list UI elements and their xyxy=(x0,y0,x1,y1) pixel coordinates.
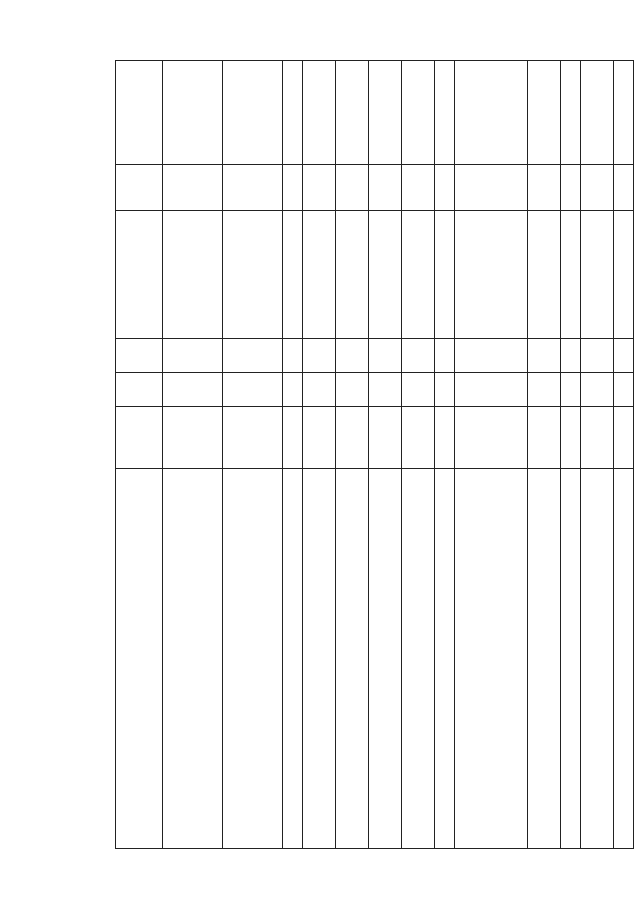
cell-name xyxy=(561,469,581,849)
cell-pr xyxy=(223,339,283,373)
rotated-table-frame xyxy=(115,61,525,849)
cell-vr xyxy=(163,165,223,211)
cell-sum xyxy=(614,61,634,165)
cell-manager xyxy=(369,407,402,469)
budget-table xyxy=(115,60,634,849)
cell-sum xyxy=(581,61,614,165)
cell-csr xyxy=(303,211,336,339)
table-row xyxy=(163,61,223,849)
table-header-row xyxy=(116,61,163,849)
cell-rz xyxy=(561,373,581,407)
header-rz xyxy=(116,373,163,407)
cell-sum xyxy=(435,61,455,165)
cell-manager xyxy=(223,407,283,469)
cell-manager xyxy=(614,407,634,469)
cell-name xyxy=(455,469,528,849)
cell-vr xyxy=(336,165,369,211)
table-row xyxy=(283,61,303,849)
cell-sum xyxy=(561,61,581,165)
cell-rz xyxy=(528,373,561,407)
header-csr xyxy=(116,211,163,339)
cell-pr xyxy=(455,339,528,373)
cell-sum xyxy=(528,61,561,165)
cell-name xyxy=(435,469,455,849)
cell-rz xyxy=(435,373,455,407)
cell-manager xyxy=(528,407,561,469)
cell-vr xyxy=(369,165,402,211)
cell-pr xyxy=(336,339,369,373)
cell-rz xyxy=(163,373,223,407)
cell-manager xyxy=(435,407,455,469)
cell-csr xyxy=(283,211,303,339)
cell-pr xyxy=(303,339,336,373)
cell-rz xyxy=(455,373,528,407)
cell-csr xyxy=(561,211,581,339)
cell-pr xyxy=(528,339,561,373)
cell-rz xyxy=(614,373,634,407)
cell-manager xyxy=(455,407,528,469)
cell-sum xyxy=(223,61,283,165)
cell-manager xyxy=(402,407,435,469)
cell-csr xyxy=(435,211,455,339)
cell-vr xyxy=(223,165,283,211)
cell-sum xyxy=(369,61,402,165)
cell-pr xyxy=(283,339,303,373)
cell-pr xyxy=(402,339,435,373)
cell-sum xyxy=(455,61,528,165)
cell-sum xyxy=(336,61,369,165)
table-row xyxy=(223,61,283,849)
cell-name xyxy=(614,469,634,849)
table-row xyxy=(528,61,561,849)
cell-name xyxy=(223,469,283,849)
cell-vr xyxy=(402,165,435,211)
cell-manager xyxy=(163,407,223,469)
table-row xyxy=(435,61,455,849)
cell-name xyxy=(581,469,614,849)
cell-csr xyxy=(455,211,528,339)
header-name xyxy=(116,469,163,849)
cell-name xyxy=(163,469,223,849)
cell-name xyxy=(303,469,336,849)
cell-vr xyxy=(561,165,581,211)
cell-csr xyxy=(614,211,634,339)
cell-sum xyxy=(303,61,336,165)
table-row xyxy=(455,61,528,849)
cell-vr xyxy=(455,165,528,211)
cell-vr xyxy=(528,165,561,211)
cell-csr xyxy=(223,211,283,339)
cell-manager xyxy=(581,407,614,469)
cell-rz xyxy=(336,373,369,407)
cell-pr xyxy=(614,339,634,373)
cell-csr xyxy=(163,211,223,339)
cell-rz xyxy=(402,373,435,407)
cell-rz xyxy=(223,373,283,407)
cell-manager xyxy=(303,407,336,469)
cell-csr xyxy=(336,211,369,339)
cell-csr xyxy=(369,211,402,339)
table-row xyxy=(336,61,369,849)
cell-pr xyxy=(435,339,455,373)
cell-pr xyxy=(561,339,581,373)
header-manager xyxy=(116,407,163,469)
cell-csr xyxy=(581,211,614,339)
table-row xyxy=(402,61,435,849)
table-row xyxy=(581,61,614,849)
cell-rz xyxy=(283,373,303,407)
cell-vr xyxy=(581,165,614,211)
cell-name xyxy=(283,469,303,849)
cell-name xyxy=(369,469,402,849)
cell-pr xyxy=(581,339,614,373)
table-row xyxy=(614,61,634,849)
header-sum xyxy=(116,61,163,165)
cell-name xyxy=(402,469,435,849)
cell-vr xyxy=(614,165,634,211)
cell-csr xyxy=(402,211,435,339)
cell-rz xyxy=(369,373,402,407)
cell-rz xyxy=(581,373,614,407)
cell-pr xyxy=(369,339,402,373)
cell-sum xyxy=(163,61,223,165)
cell-manager xyxy=(336,407,369,469)
cell-manager xyxy=(283,407,303,469)
cell-pr xyxy=(163,339,223,373)
table-row xyxy=(303,61,336,849)
header-vr xyxy=(116,165,163,211)
cell-vr xyxy=(435,165,455,211)
cell-csr xyxy=(528,211,561,339)
cell-rz xyxy=(303,373,336,407)
cell-vr xyxy=(303,165,336,211)
cell-sum xyxy=(402,61,435,165)
header-pr xyxy=(116,339,163,373)
cell-name xyxy=(336,469,369,849)
cell-vr xyxy=(283,165,303,211)
table-row xyxy=(369,61,402,849)
cell-sum xyxy=(283,61,303,165)
cell-name xyxy=(528,469,561,849)
cell-manager xyxy=(561,407,581,469)
table-row xyxy=(561,61,581,849)
